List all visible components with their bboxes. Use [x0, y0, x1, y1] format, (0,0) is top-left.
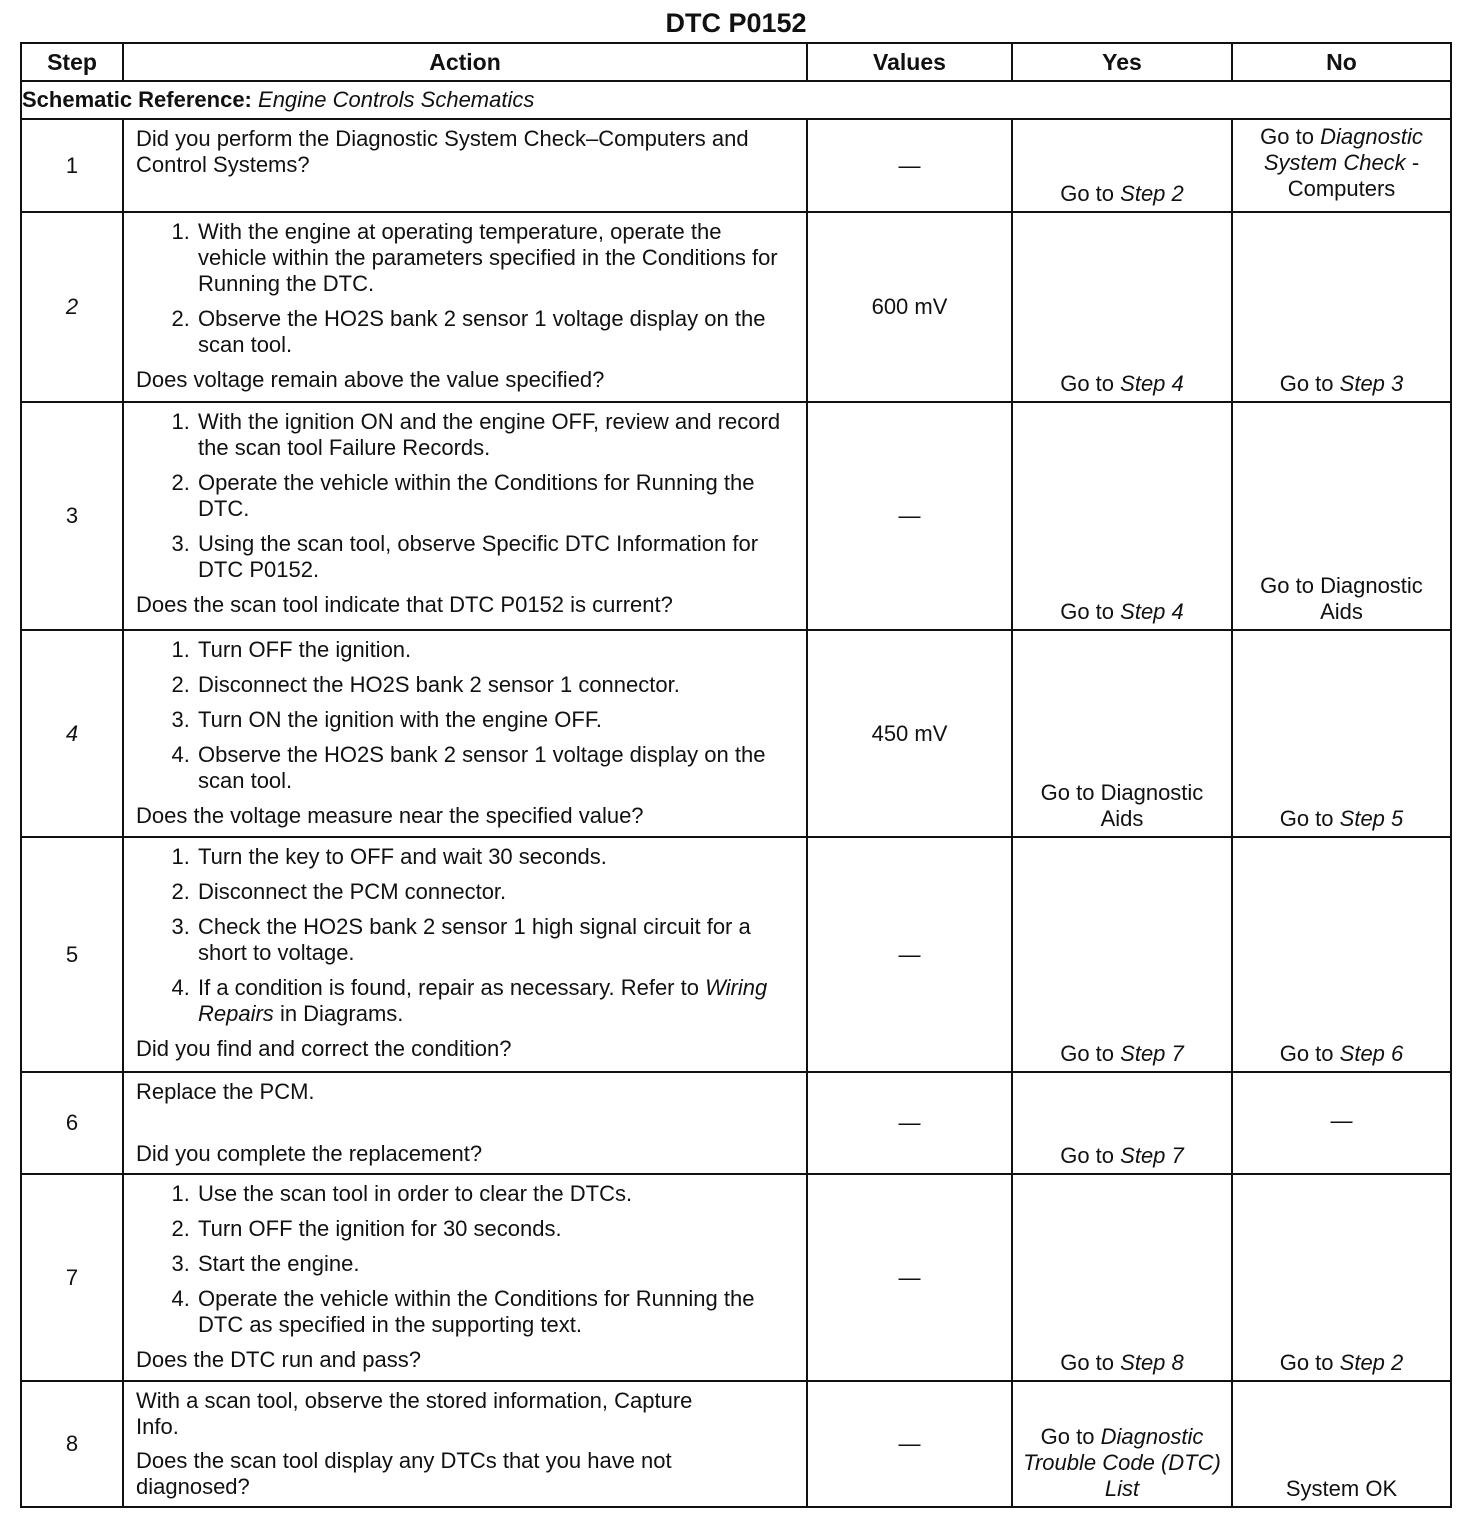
action-steps	[136, 844, 796, 1027]
value-cell: —	[807, 837, 1012, 1072]
action-step: 4. Observe the HO2S bank 2 sensor 1 voltage display on the scan tool.	[196, 742, 796, 794]
schematic-reference-label: Schematic Reference:	[22, 87, 252, 112]
yes-prefix: Go to	[1060, 181, 1115, 206]
action-cell	[123, 402, 807, 630]
action-cell	[123, 119, 807, 212]
wiring-repairs-link[interactable]: Wiring Repairs	[198, 975, 768, 1026]
no-link[interactable]: Step 3	[1339, 371, 1404, 396]
action-step: 1. Turn the key to OFF and wait 30 seconds.	[196, 844, 796, 870]
yes-cell	[1012, 630, 1232, 837]
action-step: 1. Turn OFF the ignition.	[196, 637, 796, 663]
yes-link[interactable]: Step 8	[1120, 1350, 1184, 1375]
yes-prefix: Go to	[1060, 1143, 1115, 1168]
table-row	[21, 630, 1451, 837]
yes-cell	[1012, 402, 1232, 630]
table-row	[21, 1072, 1451, 1174]
no-cell	[1232, 1174, 1451, 1381]
value-cell: —	[807, 119, 1012, 212]
action-step: 3. Turn ON the ignition with the engine OFF.	[196, 707, 796, 733]
yes-link[interactable]: Go to Diagnostic Aids	[1040, 780, 1204, 831]
yes-link[interactable]: Step 7	[1120, 1041, 1184, 1066]
header-row	[21, 43, 1451, 81]
page-title: DTC P0152	[665, 8, 807, 38]
action-step: 3. Start the engine.	[196, 1251, 796, 1277]
no-cell	[1232, 630, 1451, 837]
header-step: Step	[21, 43, 123, 81]
value-cell: —	[807, 402, 1012, 630]
action-step: 4. Operate the vehicle within the Conditions for Running the DTC as specified in the supporting text.	[196, 1286, 796, 1338]
step-number: 8	[21, 1381, 123, 1507]
value-cell: 450 mV	[807, 630, 1012, 837]
value-cell: —	[807, 1072, 1012, 1174]
step-number: 2	[21, 212, 123, 402]
header-action: Action	[123, 43, 807, 81]
action-question: Does voltage remain above the value specified?	[136, 367, 605, 392]
value-cell: —	[807, 1381, 1012, 1507]
schematic-reference	[21, 81, 1451, 119]
step-number: 6	[21, 1072, 123, 1174]
yes-prefix: Go to	[1060, 1041, 1115, 1066]
step-number: 5	[21, 837, 123, 1072]
yes-link[interactable]: Step 2	[1120, 181, 1184, 206]
value-cell: —	[807, 1174, 1012, 1381]
action-question: Did you complete the replacement?	[136, 1141, 483, 1166]
schematic-reference-row	[21, 81, 1451, 119]
action-text: With a scan tool, observe the stored information, Capture Info.	[136, 1388, 693, 1439]
action-question: Did you find and correct the condition?	[136, 1036, 512, 1061]
no-link[interactable]: Step 2	[1339, 1350, 1404, 1375]
no-prefix: Go to	[1279, 371, 1334, 396]
no-link[interactable]: Diagnostic System Check	[1263, 124, 1423, 175]
yes-link[interactable]: Step 4	[1120, 599, 1184, 624]
step-number: 1	[21, 119, 123, 212]
action-cell	[123, 1072, 807, 1174]
action-cell	[123, 837, 807, 1072]
no-cell: System OK	[1232, 1381, 1451, 1507]
yes-link[interactable]: Step 7	[1120, 1143, 1184, 1168]
action-step: 1. Use the scan tool in order to clear the DTCs.	[196, 1181, 796, 1207]
action-text: Did you perform the Diagnostic System Check–Computers and Control Systems?	[136, 126, 749, 177]
action-cell	[123, 1174, 807, 1381]
action-step: 2. Disconnect the PCM connector.	[196, 879, 796, 905]
yes-link[interactable]: Diagnostic Trouble Code (DTC) List	[1023, 1424, 1221, 1501]
action-question: Does the voltage measure near the specified value?	[136, 803, 644, 828]
action-question: Does the DTC run and pass?	[136, 1347, 421, 1372]
action-steps	[136, 219, 796, 358]
no-prefix: Go to	[1260, 124, 1314, 149]
header-yes: Yes	[1012, 43, 1232, 81]
no-link[interactable]: Go to Diagnostic Aids	[1260, 573, 1423, 624]
table-row	[21, 1174, 1451, 1381]
action-step: 2. Disconnect the HO2S bank 2 sensor 1 connector.	[196, 672, 796, 698]
diagnostic-table	[20, 42, 1452, 1508]
no-cell	[1232, 837, 1451, 1072]
no-cell: —	[1232, 1072, 1451, 1174]
action-question: Does the scan tool indicate that DTC P0152 is current?	[136, 592, 673, 617]
action-steps	[136, 1181, 796, 1338]
header-no: No	[1232, 43, 1451, 81]
table-row	[21, 837, 1451, 1072]
table-row	[21, 119, 1451, 212]
no-cell	[1232, 212, 1451, 402]
table-row	[21, 1381, 1451, 1507]
no-prefix: Go to	[1279, 1041, 1334, 1066]
action-step: 2. Turn OFF the ignition for 30 seconds.	[196, 1216, 796, 1242]
no-prefix: Go to	[1279, 1350, 1334, 1375]
no-prefix: Go to	[1279, 806, 1334, 831]
value-cell: 600 mV	[807, 212, 1012, 402]
action-text: Replace the PCM.	[136, 1079, 315, 1104]
no-suffix: - Computers	[1287, 150, 1420, 201]
no-link[interactable]: Step 5	[1339, 806, 1404, 831]
yes-cell	[1012, 1381, 1232, 1507]
yes-prefix: Go to	[1060, 371, 1115, 396]
table-row	[21, 212, 1451, 402]
header-values: Values	[807, 43, 1012, 81]
action-step-text: in Diagrams.	[279, 1001, 404, 1026]
step-number: 7	[21, 1174, 123, 1381]
action-steps	[136, 409, 796, 583]
action-step: 1. With the ignition ON and the engine OFF, review and record the scan tool Failure Records.	[196, 409, 796, 461]
yes-cell	[1012, 1072, 1232, 1174]
no-link[interactable]: Step 6	[1339, 1041, 1404, 1066]
yes-prefix: Go to	[1040, 1424, 1095, 1449]
yes-prefix: Go to	[1060, 599, 1115, 624]
action-cell	[123, 630, 807, 837]
action-cell	[123, 212, 807, 402]
yes-link[interactable]: Step 4	[1120, 371, 1184, 396]
no-cell	[1232, 119, 1451, 212]
step-number: 3	[21, 402, 123, 630]
yes-prefix: Go to	[1060, 1350, 1115, 1375]
no-cell	[1232, 402, 1451, 630]
yes-cell	[1012, 119, 1232, 212]
action-step: 3. Using the scan tool, observe Specific DTC Information for DTC P0152.	[196, 531, 796, 583]
step-number: 4	[21, 630, 123, 837]
action-cell	[123, 1381, 807, 1507]
action-step: 3. Check the HO2S bank 2 sensor 1 high signal circuit for a short to voltage.	[196, 914, 796, 966]
table-row	[21, 402, 1451, 630]
action-steps	[136, 637, 796, 794]
schematic-reference-link[interactable]: Engine Controls Schematics	[258, 87, 535, 112]
action-step-text: If a condition is found, repair as necessary. Refer to	[198, 975, 699, 1000]
yes-cell	[1012, 212, 1232, 402]
action-step: 2. Observe the HO2S bank 2 sensor 1 voltage display on the scan tool.	[196, 306, 796, 358]
action-step	[196, 975, 796, 1027]
yes-cell	[1012, 1174, 1232, 1381]
yes-cell	[1012, 837, 1232, 1072]
action-step: 1. With the engine at operating temperature, operate the vehicle within the parameters specified in the Conditions for Running the DTC.	[196, 219, 796, 297]
action-question: Does the scan tool display any DTCs that you have not diagnosed?	[136, 1448, 672, 1499]
action-step: 2. Operate the vehicle within the Conditions for Running the DTC.	[196, 470, 796, 522]
